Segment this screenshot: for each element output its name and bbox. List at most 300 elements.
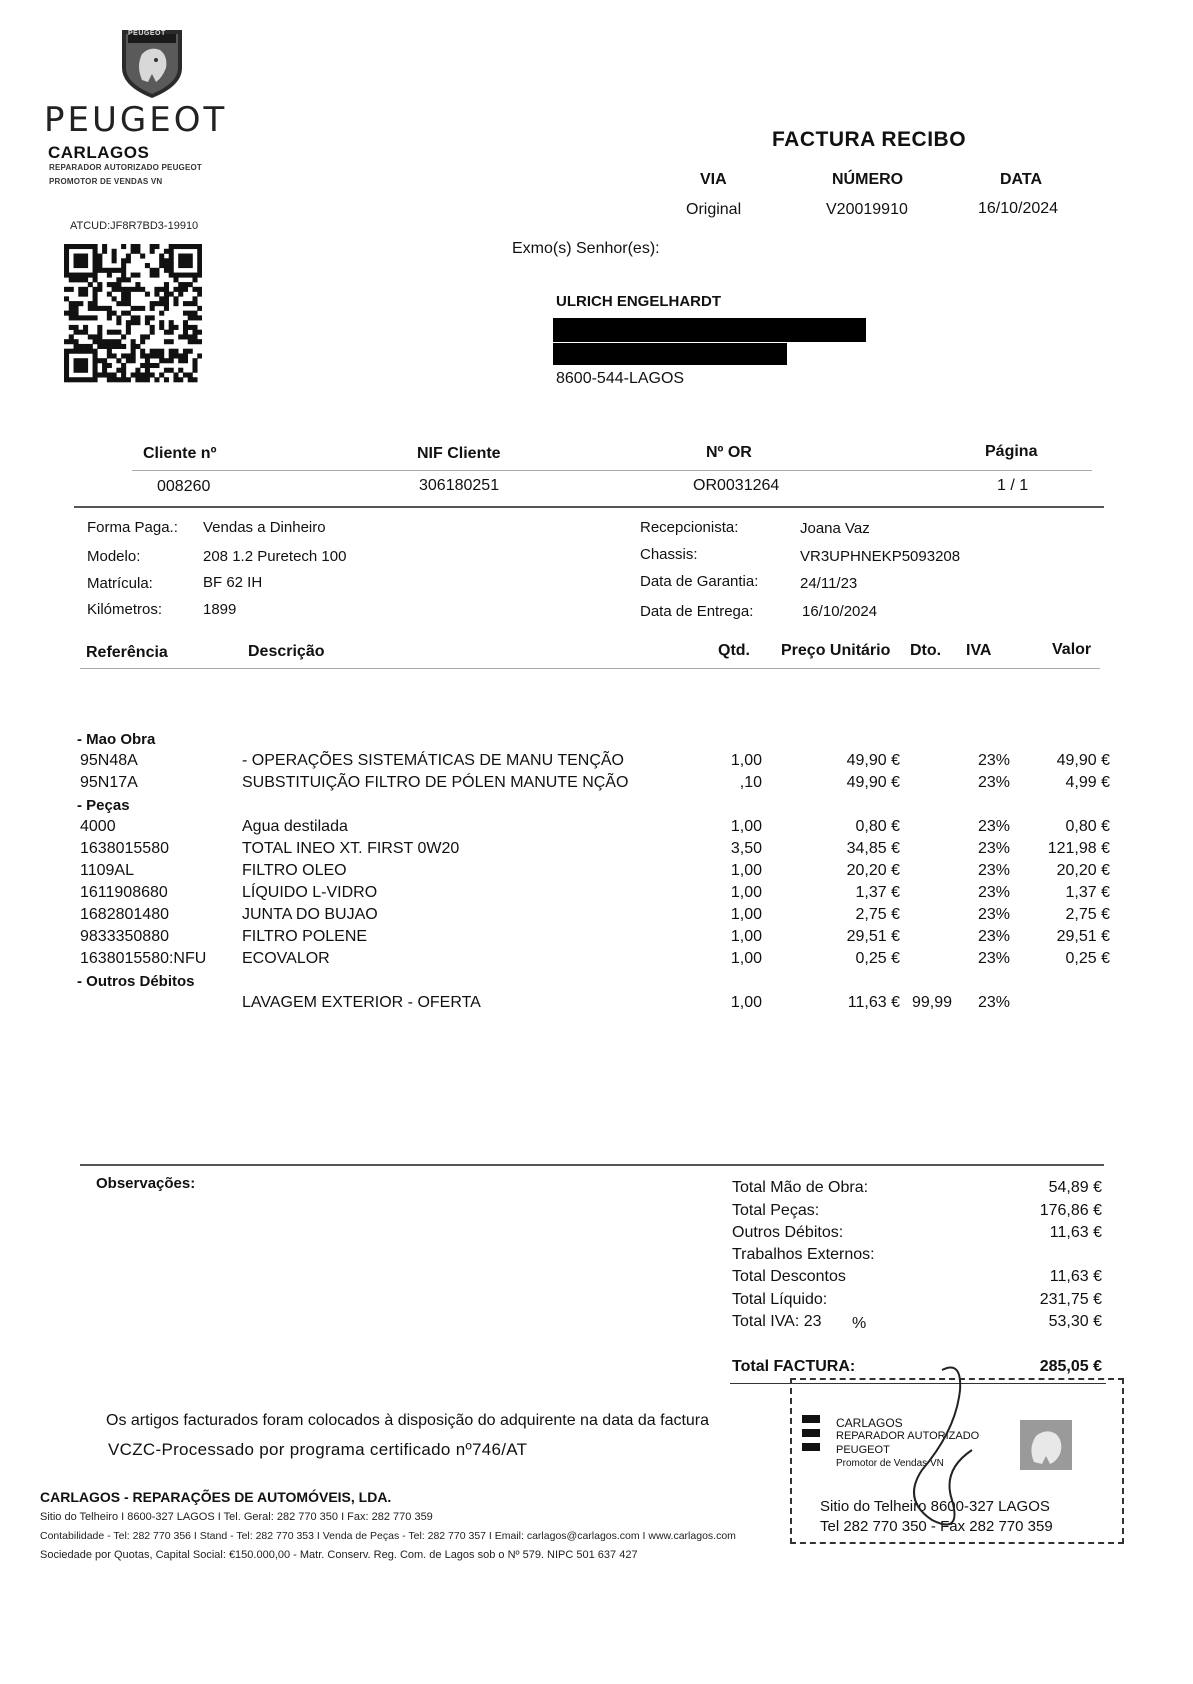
cell-desc: LAVAGEM EXTERIOR - OFERTA: [242, 994, 481, 1011]
qr-module: [178, 263, 183, 268]
qr-module: [64, 368, 69, 373]
qr-module: [116, 277, 121, 282]
qr-module: [188, 263, 193, 268]
stamp-line-3: PEUGEOT: [836, 1444, 890, 1456]
qr-module: [78, 358, 83, 363]
qr-module: [188, 325, 193, 330]
qr-module: [74, 244, 79, 249]
qr-module: [178, 358, 183, 363]
qr-module: [169, 358, 174, 363]
qr-module: [78, 368, 83, 373]
qr-module: [131, 315, 136, 320]
qr-module: [74, 311, 79, 316]
km-label: Kilómetros:: [87, 601, 163, 618]
qr-module: [102, 306, 107, 311]
trabalhos-externos-label: Trabalhos Externos:: [732, 1246, 875, 1263]
qr-module: [159, 254, 164, 259]
qr-module: [154, 292, 159, 297]
col-desc-header: Descrição: [248, 643, 325, 660]
qr-module: [169, 368, 174, 373]
qr-module: [83, 349, 88, 354]
qr-module: [74, 277, 79, 282]
modelo-label: Modelo:: [87, 548, 141, 565]
qr-module: [102, 249, 107, 254]
qr-module: [64, 268, 69, 273]
qr-module: [150, 363, 155, 368]
qr-module: [164, 292, 169, 297]
qr-module: [131, 372, 136, 377]
table-row: [80, 816, 1110, 838]
qr-module: [169, 292, 174, 297]
cell-dto: [900, 838, 952, 860]
cell-qty: 1,00: [730, 994, 762, 1011]
qr-module: [154, 377, 159, 382]
qr-module: [192, 334, 197, 339]
stamp-line-4: Promotor de Vendas VN: [836, 1458, 944, 1469]
cell-dto: [900, 750, 952, 772]
qr-module: [83, 254, 88, 259]
stamp-line-5: Sitio do Telheiro 8600-327 LAGOS: [820, 1498, 1050, 1515]
qr-module: [69, 277, 74, 282]
qr-module: [97, 334, 102, 339]
qr-module: [164, 339, 169, 344]
qr-module: [183, 320, 188, 325]
cell-desc: SUBSTITUIÇÃO FILTRO DE PÓLEN MANUTE NÇÃO: [242, 774, 629, 791]
modelo-value: 208 1.2 Puretech 100: [203, 548, 347, 565]
items-table: [77, 728, 1110, 1014]
stamp-line-6: Tel 282 770 350 - Fax 282 770 359: [820, 1518, 1053, 1535]
qr-module: [188, 311, 193, 316]
qr-module: [131, 273, 136, 278]
qr-module: [154, 273, 159, 278]
table-row: [80, 882, 1110, 904]
qr-module: [197, 268, 202, 273]
qr-module: [164, 377, 169, 382]
cell-price: 1,37 €: [855, 884, 900, 901]
stamp-line-2: REPARADOR AUTORIZADO: [836, 1430, 980, 1442]
total-descontos-label: Total Descontos: [732, 1268, 846, 1285]
qr-module: [78, 244, 83, 249]
recep-value: Joana Vaz: [800, 520, 870, 537]
qr-module: [93, 287, 98, 292]
total-liquido-label: Total Líquido:: [732, 1291, 828, 1308]
table-group-row: [80, 794, 1110, 816]
qr-module: [159, 301, 164, 306]
qr-module: [192, 363, 197, 368]
qr-module: [183, 325, 188, 330]
outros-debitos-label: Outros Débitos:: [732, 1224, 844, 1241]
qr-module: [116, 320, 121, 325]
via-label: VIA: [700, 171, 727, 188]
qr-module: [169, 353, 174, 358]
col-ref-header: Referência: [86, 644, 168, 661]
qr-module: [169, 349, 174, 354]
cell-ref: 1682801480: [80, 906, 169, 923]
qr-module: [83, 258, 88, 263]
qr-module: [121, 368, 126, 373]
qr-module: [164, 368, 169, 373]
cell-qty: 1,00: [730, 884, 762, 901]
qr-module: [74, 325, 79, 330]
qr-module: [173, 372, 178, 377]
qr-module: [93, 353, 98, 358]
qr-module: [93, 258, 98, 263]
qr-module: [93, 377, 98, 382]
cell-qty: 1,00: [730, 928, 762, 945]
qr-module: [173, 244, 178, 249]
qr-module: [107, 292, 112, 297]
qr-module: [83, 263, 88, 268]
footer-line-1: Sitio do Telheiro I 8600-327 LAGOS I Tel. Geral: 282 770 350 I Fax: 282 770 359: [40, 1511, 433, 1523]
qr-module: [102, 358, 107, 363]
qr-module: [197, 330, 202, 335]
cell-ref: 1109AL: [80, 862, 134, 879]
qr-module: [173, 273, 178, 278]
qr-module: [150, 268, 155, 273]
qr-code: [64, 244, 202, 384]
qr-module: [188, 377, 193, 382]
qr-module: [74, 368, 79, 373]
qr-module: [150, 372, 155, 377]
cell-price: 49,90 €: [846, 774, 900, 791]
qr-module: [121, 377, 126, 382]
qr-module: [164, 249, 169, 254]
nif-label: NIF Cliente: [417, 445, 501, 462]
qr-module: [107, 339, 112, 344]
qr-module: [131, 244, 136, 249]
qr-module: [188, 244, 193, 249]
qr-module: [74, 258, 79, 263]
cell-qty: 1,00: [730, 752, 762, 769]
cell-iva: 23%: [977, 818, 1010, 835]
qr-module: [169, 244, 174, 249]
qr-module: [64, 311, 69, 316]
document-title: FACTURA RECIBO: [772, 128, 967, 151]
qr-module: [116, 339, 121, 344]
qr-module: [78, 258, 83, 263]
qr-module: [97, 344, 102, 349]
forma-label: Forma Paga.:: [87, 519, 178, 536]
footer-line-3: Sociedade por Quotas, Capital Social: €150.000,00 - Matr. Conserv. Reg. Com. de Lagos sob o Nº 579. NIPC 501 637 427: [40, 1549, 638, 1561]
qr-module: [64, 258, 69, 263]
qr-module: [169, 339, 174, 344]
qr-module: [173, 301, 178, 306]
qr-module: [97, 306, 102, 311]
qr-module: [145, 377, 150, 382]
cell-qty: 1,00: [730, 862, 762, 879]
cliente-label: Cliente nº: [143, 445, 217, 462]
qr-module: [112, 353, 117, 358]
qr-module: [83, 368, 88, 373]
qr-module: [135, 368, 140, 373]
qr-module: [178, 292, 183, 297]
qr-module: [192, 301, 197, 306]
qr-module: [78, 254, 83, 259]
qr-module: [183, 254, 188, 259]
cell-desc: Agua destilada: [242, 818, 348, 835]
cell-valor: 4,99 €: [1065, 774, 1110, 791]
qr-module: [69, 311, 74, 316]
qr-module: [197, 292, 202, 297]
qr-module: [93, 315, 98, 320]
qr-module: [169, 263, 174, 268]
qr-module: [150, 349, 155, 354]
qr-module: [173, 296, 178, 301]
cell-iva: 23%: [977, 994, 1010, 1011]
qr-module: [64, 287, 69, 292]
qr-module: [178, 377, 183, 382]
greeting: Exmo(s) Senhor(es):: [512, 240, 660, 257]
cell-valor: 1,37 €: [1065, 884, 1110, 901]
qr-module: [69, 339, 74, 344]
qr-module: [112, 249, 117, 254]
qr-module: [173, 277, 178, 282]
qr-module: [102, 368, 107, 373]
total-mao-obra-value: 54,89 €: [1048, 1179, 1102, 1196]
footer-company: CARLAGOS - REPARAÇÕES DE AUTOMÓVEIS, LDA.: [40, 1489, 392, 1505]
qr-module: [97, 268, 102, 273]
qr-module: [116, 344, 121, 349]
qr-module: [64, 358, 69, 363]
qr-module: [173, 325, 178, 330]
cell-valor: 2,75 €: [1065, 906, 1110, 923]
qr-module: [150, 249, 155, 254]
qr-module: [183, 330, 188, 335]
qr-module: [159, 358, 164, 363]
km-value: 1899: [203, 601, 237, 618]
qr-module: [126, 292, 131, 297]
qr-module: [88, 244, 93, 249]
cell-price: 34,85 €: [846, 840, 900, 857]
qr-module: [169, 330, 174, 335]
qr-module: [164, 282, 169, 287]
qr-module: [135, 320, 140, 325]
company-name: CARLAGOS: [48, 143, 150, 162]
qr-module: [178, 273, 183, 278]
qr-module: [183, 287, 188, 292]
qr-module: [154, 349, 159, 354]
qr-module: [88, 301, 93, 306]
qr-module: [107, 377, 112, 382]
cell-price: 20,20 €: [846, 862, 900, 879]
cell-dto: [900, 816, 952, 838]
qr-module: [159, 258, 164, 263]
qr-module: [183, 353, 188, 358]
qr-module: [145, 353, 150, 358]
cell-qty: 1,00: [730, 906, 762, 923]
cell-dto: [900, 948, 952, 970]
qr-module: [159, 353, 164, 358]
cell-ref: 9833350880: [80, 928, 169, 945]
qr-module: [107, 311, 112, 316]
qr-module: [183, 282, 188, 287]
peugeot-lion-logo: [116, 28, 188, 100]
qr-module: [116, 358, 121, 363]
qr-module: [192, 330, 197, 335]
qr-module: [135, 282, 140, 287]
qr-module: [64, 372, 69, 377]
cell-price: 0,80 €: [855, 818, 900, 835]
data-label: DATA: [1000, 171, 1043, 188]
cell-desc: FILTRO POLENE: [242, 928, 368, 945]
atcud-code: ATCUD:JF8R7BD3-19910: [70, 220, 199, 232]
qr-module: [183, 273, 188, 278]
table-group-row: [80, 970, 1110, 992]
qr-module: [64, 249, 69, 254]
group-label: - Mao Obra: [77, 730, 156, 748]
qr-module: [78, 277, 83, 282]
qr-module: [159, 311, 164, 316]
cell-valor: 121,98 €: [1047, 840, 1110, 857]
qr-module: [140, 372, 145, 377]
cell-desc: LÍQUIDO L-VIDRO: [242, 884, 378, 901]
qr-module: [140, 363, 145, 368]
qr-module: [97, 339, 102, 344]
qr-module: [112, 377, 117, 382]
group-label: - Peças: [77, 796, 130, 814]
qr-module: [112, 268, 117, 273]
qr-module: [88, 377, 93, 382]
qr-module: [192, 358, 197, 363]
nif-value: 306180251: [419, 477, 500, 494]
qr-module: [107, 353, 112, 358]
qr-module: [173, 287, 178, 292]
qr-module: [126, 258, 131, 263]
qr-module: [83, 315, 88, 320]
qr-module: [64, 377, 69, 382]
qr-module: [140, 377, 145, 382]
brand-wordmark: PEUGEOT: [44, 100, 228, 140]
cell-valor: 20,20 €: [1056, 862, 1110, 879]
or-label: Nº OR: [706, 444, 752, 461]
qr-module: [78, 344, 83, 349]
qr-module: [116, 330, 121, 335]
qr-module: [140, 353, 145, 358]
qr-module: [107, 349, 112, 354]
qr-module: [173, 353, 178, 358]
recep-label: Recepcionista:: [640, 519, 739, 536]
qr-module: [150, 244, 155, 249]
qr-module: [183, 301, 188, 306]
qr-module: [135, 287, 140, 292]
total-descontos-value: 11,63 €: [1049, 1268, 1102, 1285]
qr-module: [140, 287, 145, 292]
qr-module: [154, 363, 159, 368]
qr-module: [140, 254, 145, 259]
qr-module: [164, 263, 169, 268]
qr-module: [188, 372, 193, 377]
qr-module: [69, 287, 74, 292]
qr-module: [83, 358, 88, 363]
qr-module: [145, 320, 150, 325]
qr-module: [150, 306, 155, 311]
forma-value: Vendas a Dinheiro: [203, 519, 326, 536]
qr-module: [93, 349, 98, 354]
redacted-address-1: [553, 318, 866, 342]
qr-module: [169, 268, 174, 273]
qr-module: [78, 330, 83, 335]
qr-module: [169, 249, 174, 254]
qr-module: [197, 273, 202, 278]
cell-iva: 23%: [977, 884, 1010, 901]
qr-module: [64, 244, 69, 249]
total-pecas-value: 176,86 €: [1039, 1202, 1102, 1219]
qr-module: [192, 368, 197, 373]
qr-module: [121, 292, 126, 297]
qr-module: [154, 268, 159, 273]
qr-module: [188, 273, 193, 278]
qr-module: [83, 292, 88, 297]
qr-module: [169, 273, 174, 278]
cell-iva: 23%: [977, 752, 1010, 769]
qr-module: [126, 377, 131, 382]
data-value: 16/10/2024: [978, 200, 1059, 217]
qr-module: [135, 273, 140, 278]
stamp-mark-icon: [802, 1415, 820, 1455]
cell-price: 49,90 €: [846, 752, 900, 769]
qr-module: [178, 353, 183, 358]
qr-module: [93, 301, 98, 306]
total-iva-value: 53,30 €: [1048, 1313, 1102, 1330]
qr-module: [64, 339, 69, 344]
qr-module: [192, 339, 197, 344]
qr-module: [154, 301, 159, 306]
qr-module: [116, 315, 121, 320]
qr-module: [192, 277, 197, 282]
qr-module: [135, 249, 140, 254]
qr-module: [78, 301, 83, 306]
qr-module: [121, 244, 126, 249]
qr-module: [97, 325, 102, 330]
qr-module: [192, 244, 197, 249]
qr-module: [121, 334, 126, 339]
qr-module: [178, 287, 183, 292]
qr-module: [131, 349, 136, 354]
summary-underline: [132, 470, 1092, 471]
qr-module: [74, 339, 79, 344]
qr-module: [78, 273, 83, 278]
col-dto-header: Dto.: [910, 642, 942, 659]
qr-module: [112, 372, 117, 377]
qr-module: [154, 287, 159, 292]
qr-module: [74, 306, 79, 311]
qr-module: [116, 287, 121, 292]
cell-dto: [900, 772, 952, 794]
qr-module: [121, 311, 126, 316]
qr-module: [74, 273, 79, 278]
qr-module: [140, 306, 145, 311]
qr-module: [197, 353, 202, 358]
qr-module: [145, 372, 150, 377]
total-factura-value: 285,05 €: [1039, 1358, 1102, 1375]
qr-module: [69, 306, 74, 311]
qr-module: [69, 315, 74, 320]
qr-module: [93, 268, 98, 273]
qr-module: [93, 372, 98, 377]
qr-module: [183, 258, 188, 263]
qr-module: [126, 330, 131, 335]
qr-module: [112, 296, 117, 301]
qr-module: [178, 368, 183, 373]
qr-module: [93, 306, 98, 311]
qr-module: [97, 330, 102, 335]
qr-module: [126, 358, 131, 363]
cell-ref: 1638015580: [80, 840, 169, 857]
cell-desc: FILTRO OLEO: [242, 862, 347, 879]
qr-module: [178, 254, 183, 259]
customer-name: ULRICH ENGELHARDT: [556, 293, 721, 310]
qr-module: [107, 363, 112, 368]
